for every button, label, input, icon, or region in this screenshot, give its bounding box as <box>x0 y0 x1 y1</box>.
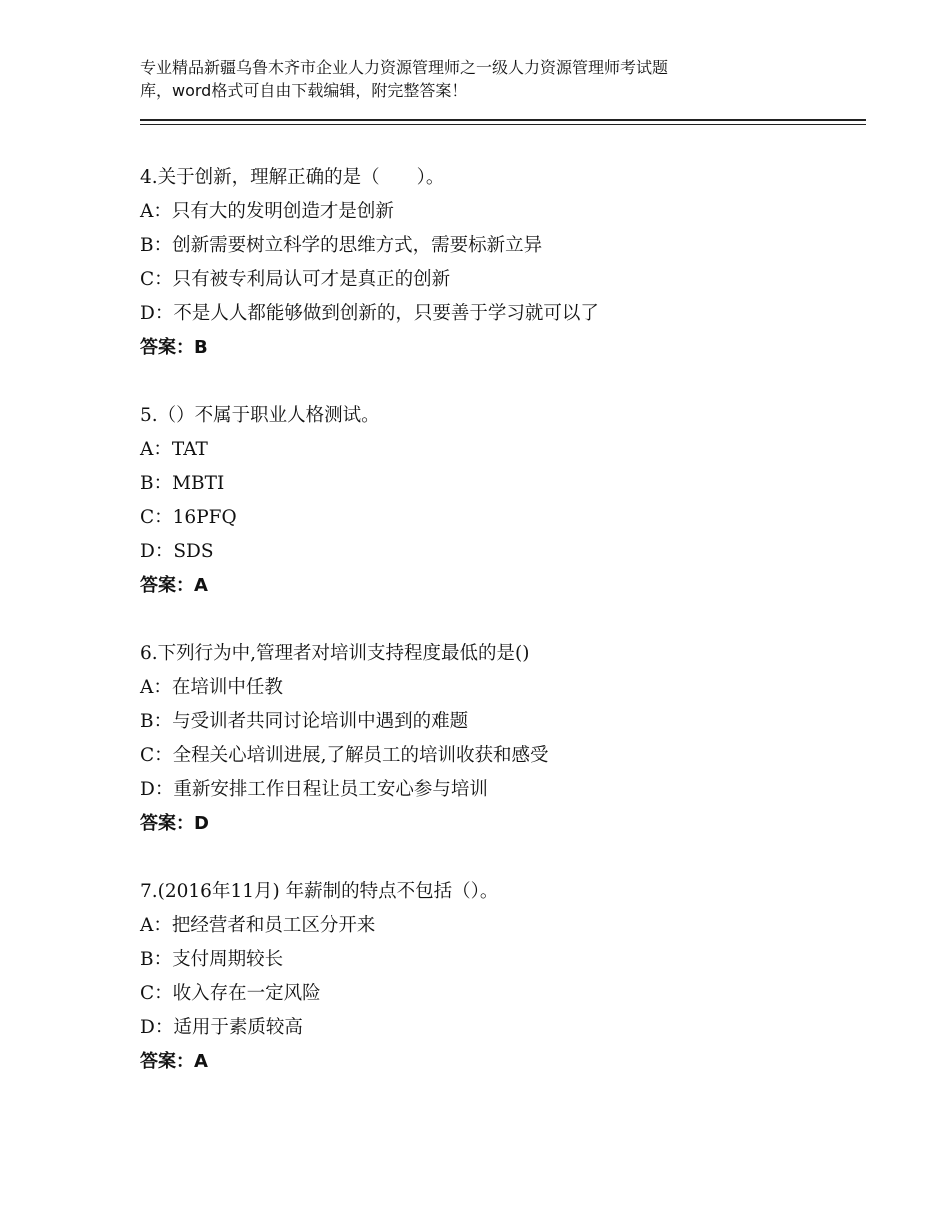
option-b: B：与受训者共同讨论培训中遇到的难题 <box>140 711 469 732</box>
header-divider-thin <box>140 124 866 125</box>
option-a: A：只有大的发明创造才是创新 <box>140 201 394 222</box>
header-title-line-1: 专业精品新疆乌鲁木齐市企业人力资源管理师之一级人力资源管理师考试题 <box>140 58 669 77</box>
option-c: C：全程关心培训进展,了解员工的培训收获和感受 <box>140 745 549 766</box>
question-spacer <box>140 603 860 637</box>
question-spacer <box>140 365 860 399</box>
option-b: B：创新需要树立科学的思维方式，需要标新立异 <box>140 235 543 256</box>
answer-line: 答案：A <box>140 1051 208 1072</box>
document-header <box>140 56 840 102</box>
question-item <box>140 637 860 875</box>
option-a: A：把经营者和员工区分开来 <box>140 915 376 936</box>
question-item <box>140 399 860 637</box>
question-item <box>140 875 860 1079</box>
option-a: A：在培训中任教 <box>140 677 283 698</box>
option-d: D：适用于素质较高 <box>140 1017 303 1038</box>
question-stem: 4.关于创新，理解正确的是（ ）。 <box>140 167 445 188</box>
option-c: C：16PFQ <box>140 507 237 528</box>
option-c: C：收入存在一定风险 <box>140 983 321 1004</box>
question-stem: 5.（）不属于职业人格测试。 <box>140 405 380 426</box>
answer-line: 答案：D <box>140 813 209 834</box>
answer-line: 答案：B <box>140 337 208 358</box>
question-stem: 7.(2016年11月) 年薪制的特点不包括（）。 <box>140 881 499 902</box>
option-d: D：不是人人都能够做到创新的，只要善于学习就可以了 <box>140 303 599 324</box>
question-stem: 6.下列行为中,管理者对培训支持程度最低的是() <box>140 643 530 664</box>
option-b: B：支付周期较长 <box>140 949 284 970</box>
option-d: D：重新安排工作日程让员工安心参与培训 <box>140 779 488 800</box>
question-item <box>140 161 860 399</box>
question-spacer <box>140 841 860 875</box>
option-b: B：MBTI <box>140 473 225 494</box>
option-a: A：TAT <box>140 439 208 460</box>
option-d: D：SDS <box>140 541 214 562</box>
header-title-line-2: 库，word格式可自由下载编辑，附完整答案！ <box>140 81 468 100</box>
question-list <box>140 161 860 1079</box>
answer-line: 答案：A <box>140 575 208 596</box>
header-divider-thick <box>140 119 866 121</box>
option-c: C：只有被专利局认可才是真正的创新 <box>140 269 451 290</box>
